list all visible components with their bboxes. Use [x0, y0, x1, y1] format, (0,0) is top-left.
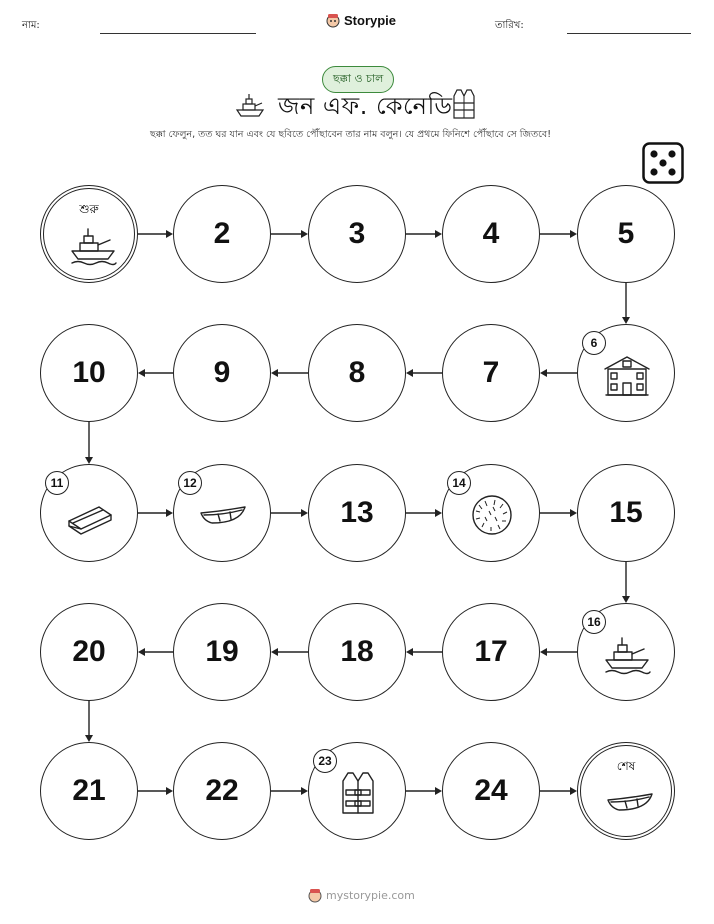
path-arrow [540, 509, 577, 517]
start-space[interactable] [40, 185, 138, 283]
path-arrow [85, 422, 93, 464]
start-label: শুরু [79, 202, 99, 216]
space-number: 15 [609, 496, 643, 529]
board-space-13[interactable] [308, 464, 406, 562]
path-arrow [540, 648, 577, 656]
space-number: 8 [348, 356, 366, 389]
space-number: 18 [340, 635, 374, 668]
brand-name: Storypie [344, 13, 397, 28]
space-number-badge: 23 [313, 749, 337, 773]
canoe-icon [198, 493, 248, 537]
name-line[interactable] [100, 33, 256, 34]
path-arrow [406, 509, 442, 517]
path-arrow [138, 369, 173, 377]
board-space-11[interactable] [40, 464, 138, 562]
storypie-logo [326, 13, 396, 28]
space-number: 2 [213, 217, 231, 250]
board-space-15[interactable] [577, 464, 675, 562]
space-number: 5 [617, 217, 635, 250]
space-number-badge: 11 [45, 471, 69, 495]
board-space-3[interactable] [308, 185, 406, 283]
space-number: 24 [474, 774, 508, 807]
path-arrow [271, 369, 308, 377]
board-space-10[interactable] [40, 324, 138, 422]
book-icon [65, 493, 115, 537]
space-number: 13 [340, 496, 374, 529]
footer [308, 888, 415, 903]
board-space-21[interactable] [40, 742, 138, 840]
board-space-19[interactable] [173, 603, 271, 701]
path-arrow [138, 787, 173, 795]
space-number: 19 [205, 635, 239, 668]
board-space-16[interactable] [577, 603, 675, 701]
board-space-20[interactable] [40, 603, 138, 701]
board-space-7[interactable] [442, 324, 540, 422]
path-arrow [271, 787, 308, 795]
date-label: তারিখ: [495, 20, 524, 31]
board-space-8[interactable] [308, 324, 406, 422]
path-arrow [138, 230, 173, 238]
finish-space[interactable] [577, 742, 675, 840]
path-arrow [406, 648, 442, 656]
space-number: 9 [213, 356, 231, 389]
path-arrow [271, 648, 308, 656]
space-number: 10 [72, 356, 106, 389]
storypie-mascot-icon [326, 13, 340, 28]
board-space-14[interactable] [442, 464, 540, 562]
footer-mascot-icon [308, 888, 322, 903]
space-number: 21 [72, 774, 106, 807]
board-space-17[interactable] [442, 603, 540, 701]
space-number: 4 [482, 217, 500, 250]
board-space-6[interactable] [577, 324, 675, 422]
board-space-12[interactable] [173, 464, 271, 562]
name-label: নাম: [22, 20, 40, 31]
path-arrow [138, 648, 173, 656]
board-space-18[interactable] [308, 603, 406, 701]
path-arrow [540, 787, 577, 795]
instructions: ছক্কা ফেলুন, তত ঘর যান এবং যে ছবিতে পৌঁছাবেন তার নাম বলুন। যে প্রথমে ফিনিশে পৌঁছাবে সে জিতবে! [150, 129, 552, 140]
path-arrow [540, 369, 577, 377]
title-ship-icon [235, 92, 265, 118]
house-icon [602, 353, 652, 397]
path-arrow [271, 230, 308, 238]
badge-text: ছক্কা ও চাল [322, 66, 394, 93]
space-number: 22 [205, 774, 239, 807]
date-line[interactable] [567, 33, 691, 34]
space-number: 7 [482, 356, 500, 389]
space-number: 3 [348, 217, 366, 250]
ship-icon [602, 632, 652, 676]
dice-icon[interactable] [642, 142, 684, 184]
board-space-23[interactable] [308, 742, 406, 840]
board-space-4[interactable] [442, 185, 540, 283]
title-life-vest-icon [450, 88, 478, 120]
path-arrow [406, 787, 442, 795]
path-arrow [406, 369, 442, 377]
ship-icon [66, 223, 120, 267]
path-arrow [540, 230, 577, 238]
path-arrow [138, 509, 173, 517]
coconut-icon [467, 493, 517, 537]
page-title: জন এফ. কেনেডি [278, 92, 453, 120]
space-number: 20 [72, 635, 106, 668]
board-space-9[interactable] [173, 324, 271, 422]
path-arrow [622, 562, 630, 603]
canoe-icon [603, 780, 657, 824]
board-space-5[interactable] [577, 185, 675, 283]
board-space-2[interactable] [173, 185, 271, 283]
space-number-badge: 14 [447, 471, 471, 495]
space-number-badge: 16 [582, 610, 606, 634]
life-vest-icon [333, 771, 383, 815]
space-number-badge: 6 [582, 331, 606, 355]
path-arrow [271, 509, 308, 517]
finish-label: শেষ [616, 759, 636, 773]
path-arrow [85, 701, 93, 742]
board-space-22[interactable] [173, 742, 271, 840]
footer-site[interactable]: mystorypie.com [326, 889, 415, 902]
space-number-badge: 12 [178, 471, 202, 495]
path-arrow [622, 283, 630, 324]
space-number: 17 [474, 635, 508, 668]
path-arrow [406, 230, 442, 238]
board-space-24[interactable] [442, 742, 540, 840]
